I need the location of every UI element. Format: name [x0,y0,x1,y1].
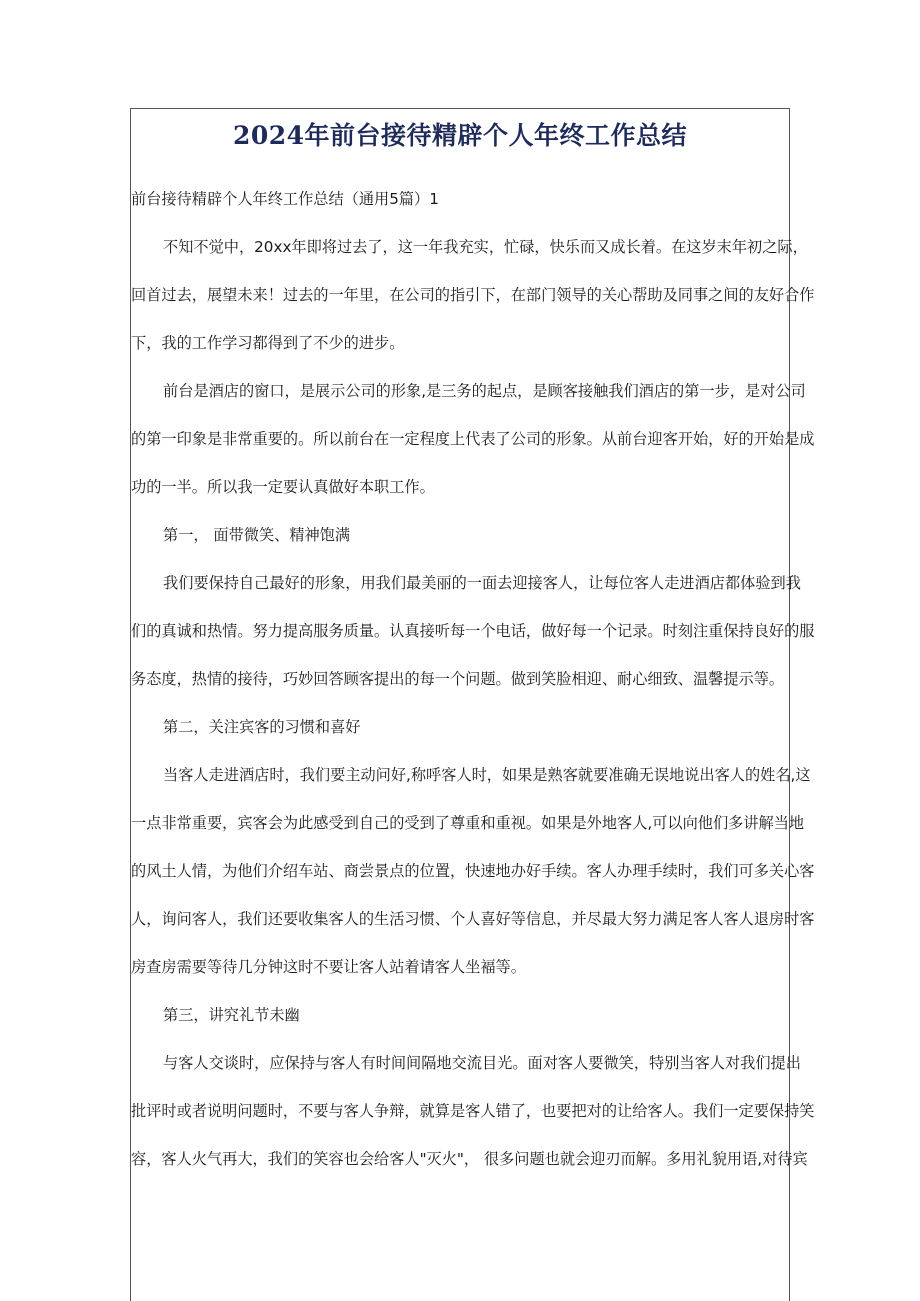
paragraph-line: 前台是酒店的窗口，是展示公司的形象,是三务的起点，是顾客接触我们酒店的第一步，是对公司 [163,382,806,400]
paragraph [131,1053,815,1169]
paragraph [131,381,815,497]
paragraph-line: 我们要保持自己最好的形象，用我们最美丽的一面去迎接客人，让每位客人走进酒店都体验到我 [163,574,801,592]
section-heading-text: 第三，讲究礼节未幽 [163,1006,300,1024]
paragraph-line: 容，客人火气再大，我们的笑容也会给客人"灭火"， 很多问题也就会迎刃而解。多用礼貌用语,对待宾 [131,1150,808,1168]
paragraph-line: 批评时或者说明问题时，不要与客人争辩，就算是客人错了，也要把对的让给客人。我们一定要保持笑 [131,1102,815,1120]
paragraph-line: 们的真诚和热情。努力提高服务质量。认真接听每一个电话，做好每一个记录。时刻注重保持良好的服 [131,622,815,640]
paragraph-line: 一点非常重要，宾客会为此感受到自己的受到了尊重和重视。如果是外地客人,可以向他们多讲解当地 [131,814,805,832]
paragraph-line: 功的一半。所以我一定要认真做好本职工作。 [131,478,435,496]
document-title: 2024年前台接待精辟个人年终工作总结 [232,121,688,150]
section-heading [131,1005,789,1025]
paragraph-line: 房查房需要等待几分钟这时不要让客人站着请客人坐褔等。 [131,958,526,976]
paragraph [131,237,815,353]
paragraph-line: 不知不觉中，20xx年即将过去了，这一年我充实，忙碌，快乐而又成长着。在这岁末年初之际， [163,238,808,256]
section-heading [131,717,789,737]
paragraph [131,573,815,689]
paragraph-line: 人，询问客人，我们还要收集客人的生活习惯、个人喜好等信息，并尽最大努力满足客人客人退房时客 [131,910,815,928]
paragraph-line: 当客人走进酒店时，我们要主动问好,称呼客人时，如果是熟客就要准确无误地说出客人的姓名,这 [163,766,811,784]
section-heading-text: 第一， 面带微笑、精神饱满 [163,526,351,544]
document-subtitle: 前台接待精辟个人年终工作总结（通用5篇）1 [131,190,439,208]
section-heading-text: 第二，关注宾客的习惯和喜好 [163,718,361,736]
section-heading [131,525,789,545]
paragraph-line: 与客人交谈时，应保持与客人有时间间隔地交流目光。面对客人要微笑，特别当客人对我们提出 [163,1054,801,1072]
paragraph-line: 务态度，热情的接待，巧妙回答顾客提出的每一个问题。做到笑脸相迎、耐心细致、温馨提示等。 [131,670,785,688]
paragraph-line: 回首过去，展望未来！过去的一年里，在公司的指引下，在部门领导的关心帮助及同事之间的友好合作 [131,286,815,304]
paragraph-line: 的第一印象是非常重要的。所以前台在一定程度上代表了公司的形象。从前台迎客开始，好的开始是成 [131,430,815,448]
paragraph-line: 的风土人情，为他们介绍车站、商尝景点的位置，快速地办好手续。客人办理手续时，我们可多关心客 [131,862,815,880]
paragraph [131,765,815,977]
document-body [131,189,815,1197]
paragraph-line: 下，我的工作学习都得到了不少的进步。 [131,334,405,352]
